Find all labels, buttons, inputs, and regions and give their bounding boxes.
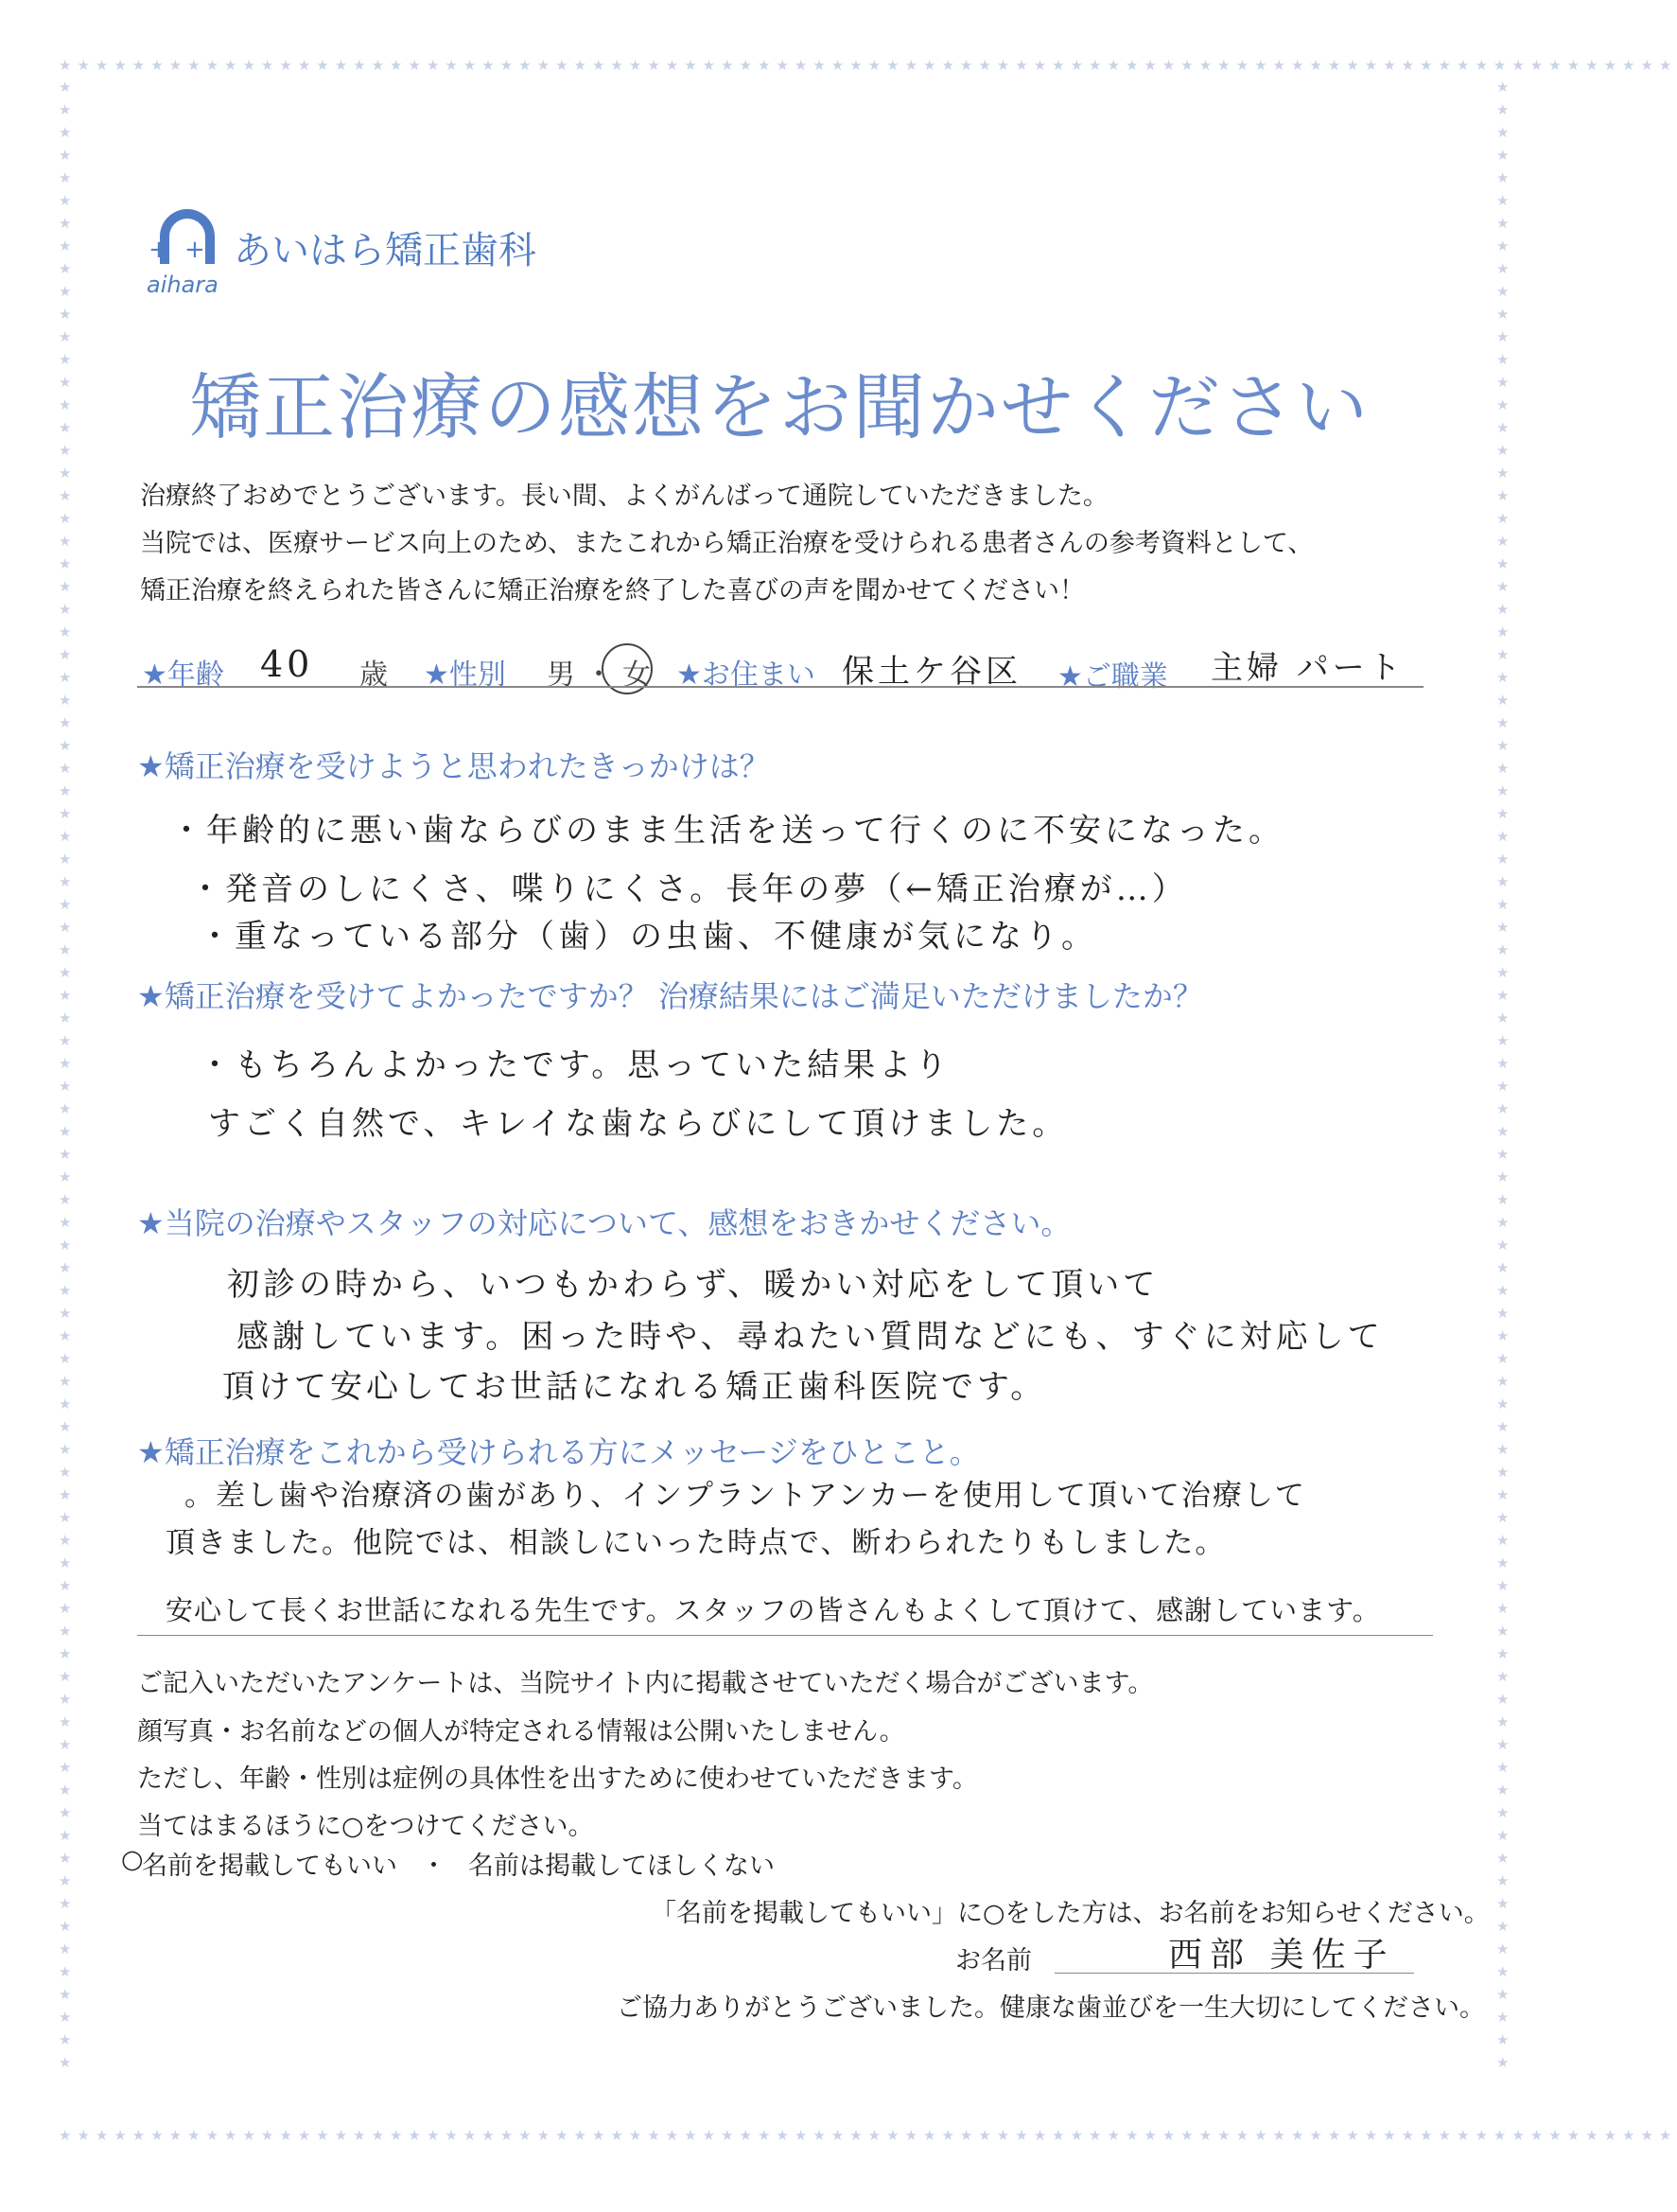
intro-line: 矯正治療を終えられた皆さんに矯正治療を終了した喜びの声を聞かせてください！: [140, 576, 1085, 606]
consent-marker: ○: [121, 1845, 144, 1874]
sex-label: ★性別: [424, 658, 506, 692]
message-underline: [137, 1635, 1433, 1636]
section-heading-motivation: ★矯正治療を受けようと思われたきっかけは？: [137, 748, 770, 784]
name-underline: [1055, 1973, 1414, 1974]
sparkle-icon: +: [148, 236, 169, 264]
star-border-bottom: ★★★★★★★★★★★★★★★★★★★★★★★★★★★★★★★★★★★★★★★★★★★★★★★★★★★★★★★★★★★★★★★★★★★★★★★★★★★★★★★★★★★★★★★★: [59, 2127, 1677, 2144]
job-label: ★ご職業: [1057, 660, 1168, 693]
clinic-name-roman: aihara: [147, 272, 218, 298]
age-value: 40: [260, 643, 314, 685]
sex-options: 男・女: [547, 658, 660, 692]
section-heading-staff: ★当院の治療やスタッフの対応について、感想をおきかせください。: [137, 1205, 1072, 1241]
answer-line: 。差し歯や治療済の歯があり、インプラントアンカーを使用して頂いて治療して: [184, 1479, 1306, 1513]
star-border-right: ★★★★★★★★★★★★★★★★★★★★★★★★★★★★★★★★★★★★★★★★★★★★★★★★★★★★★★★★★★★★★★★★★★★★★★★★★★★★★★★★★★★★★★★★: [1496, 79, 1510, 2071]
note-line: ご記入いただいたアンケートは、当院サイト内に掲載させていただく場合がございます。: [137, 1669, 1154, 1698]
page-title: 矯正治療の感想をお聞かせください: [189, 365, 1370, 449]
note-line: ただし、年齢・性別は症例の具体性を出すために使わせていただきます。: [137, 1764, 978, 1794]
note-line: 顔写真・お名前などの個人が特定される情報は公開いたしません。: [137, 1717, 905, 1747]
sparkle-icon: +: [184, 236, 205, 264]
answer-line: ・もちろんよかったです。思っていた結果より: [199, 1046, 952, 1084]
name-note: 「名前を掲載してもいい」に○をした方は、お名前をお知らせください。: [651, 1899, 1490, 1928]
profile-underline: [137, 686, 1424, 688]
note-line: 当てはまるほうに○をつけてください。: [137, 1812, 594, 1841]
section-heading-message: ★矯正治療をこれから受けられる方にメッセージをひとこと。: [137, 1434, 980, 1470]
star-border-left: ★★★★★★★★★★★★★★★★★★★★★★★★★★★★★★★★★★★★★★★★★★★★★★★★★★★★★★★★★★★★★★★★★★★★★★★★★★★★★★★★★★★★★★★★: [59, 79, 72, 2071]
intro-line: 当院では、医療サービス向上のため、またこれから矯正治療を受けられる患者さんの参考資料として、: [140, 529, 1314, 558]
answer-line: 安心して長くお世話になれる先生です。スタッフの皆さんもよくして頂けて、感謝しています。: [166, 1594, 1381, 1626]
answer-line: ・発音のしにくさ、喋りにくさ。長年の夢（←矯正治療が…）: [189, 870, 1188, 908]
answer-line: 頂きました。他院では、相談しにいった時点で、断わられたりもしました。: [166, 1526, 1227, 1560]
answer-line: ・年齢的に悪い歯ならびのまま生活を送って行くのに不安になった。: [170, 812, 1284, 850]
closing-message: ご協力ありがとうございました。健康な歯並びを一生大切にしてください。: [617, 1993, 1485, 2023]
consent-separator: ・: [421, 1852, 446, 1881]
residence-value: 保土ケ谷区: [842, 653, 1022, 691]
clinic-name: あいはら矯正歯科: [234, 229, 536, 272]
star-border-top: ★★★★★★★★★★★★★★★★★★★★★★★★★★★★★★★★★★★★★★★★★★★★★★★★★★★★★★★★★★★★★★★★★★★★★★★★★★★★★★★★★★★★★★★★: [59, 57, 1677, 74]
clinic-logo: [147, 203, 544, 307]
answer-line: 初診の時から、いつもかわらず、暖かい対応をして頂いて: [227, 1266, 1160, 1304]
age-label: ★年齢: [142, 658, 224, 692]
name-label: お名前: [955, 1946, 1032, 1975]
intro-line: 治療終了おめでとうございます。長い間、よくがんばって通院していただきました。: [140, 482, 1109, 511]
consent-option-no: 名前は掲載してほしくない: [468, 1852, 775, 1881]
job-value: 主婦 パート: [1211, 649, 1405, 687]
consent-option-yes: 名前を掲載してもいい: [142, 1852, 397, 1881]
answer-line: ・重なっている部分（歯）の虫歯、不健康が気になり。: [199, 918, 1097, 956]
residence-label: ★お住まい: [676, 658, 815, 692]
name-value: 西部 美佐子: [1168, 1936, 1395, 1975]
answer-line: 頂けて安心してお世話になれる矯正歯科医院です。: [222, 1368, 1047, 1406]
answer-line: すごく自然で、キレイな歯ならびにして頂けました。: [208, 1105, 1069, 1143]
answer-line: 感謝しています。困った時や、尋ねたい質問などにも、すぐに対応して: [236, 1318, 1384, 1356]
age-unit: 歳: [359, 658, 388, 692]
section-heading-satisfaction: ★矯正治療を受けてよかったですか？ 治療結果にはご満足いただけましたか？: [137, 978, 1203, 1014]
